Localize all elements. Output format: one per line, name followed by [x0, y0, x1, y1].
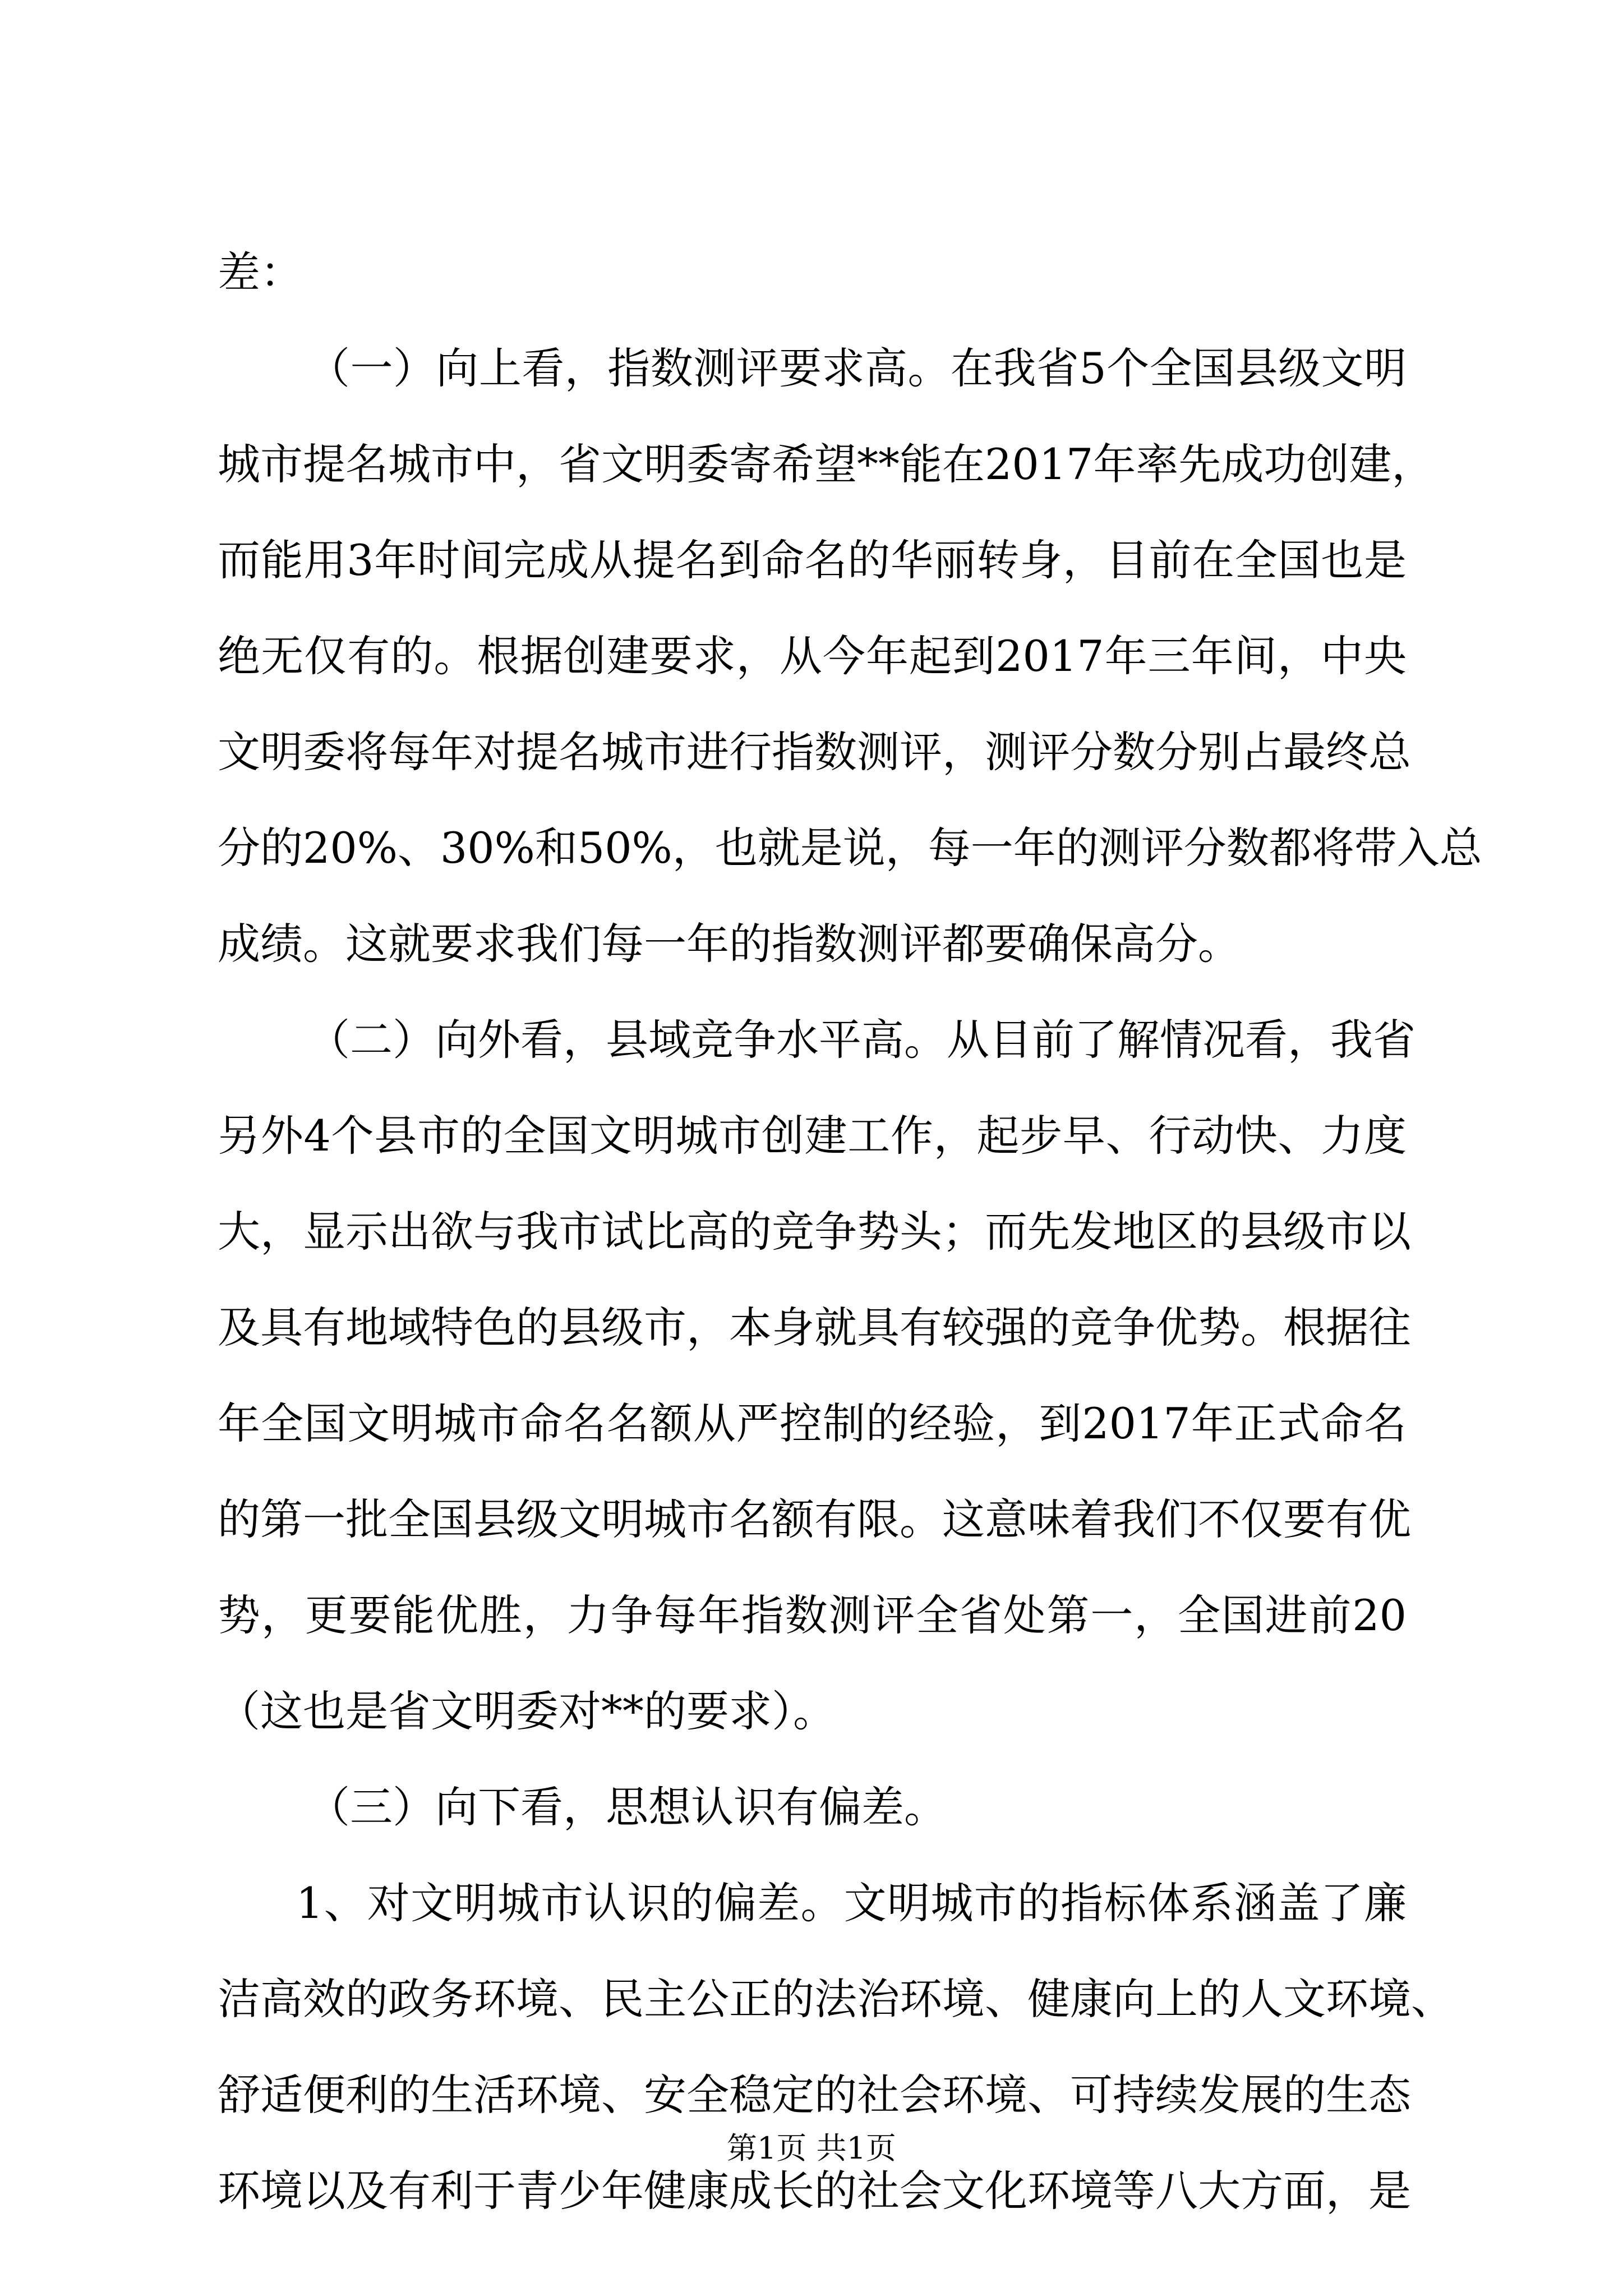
text-line: 的第一批全国县级文明城市名额有限。这意味着我们不仅要有优 [218, 1494, 1411, 1544]
section-heading-2-line: （二）向外看，县域竞争水平高。从目前了解情况看，我省 [307, 1015, 1415, 1065]
text-line: 而能用3年时间完成从提名到命名的华丽转身，目前在全国也是 [218, 535, 1407, 585]
text-line: 另外4个县市的全国文明城市创建工作，起步早、行动快、力度 [218, 1111, 1407, 1161]
text-line: 势，更要能优胜，力争每年指数测评全省处第一，全国进前20 [218, 1590, 1407, 1640]
text-line: 分的20%、30%和50%，也就是说，每一年的测评分数都将带入总 [218, 823, 1482, 873]
text-line: 绝无仅有的。根据创建要求，从今年起到2017年三年间，中央 [218, 631, 1407, 681]
body-text [218, 224, 1482, 2239]
text-line: 差： [218, 247, 303, 297]
section-heading-3-line: （三）向下看，思想认识有偏差。 [307, 1782, 947, 1832]
text-line: 城市提名城市中，省文明委寄希望**能在2017年率先成功创建， [218, 439, 1435, 489]
text-line: 大，显示出欲与我市试比高的竞争势头；而先发地区的县级市以 [218, 1207, 1411, 1257]
subsection-1-line: 1、对文明城市认识的偏差。文明城市的指标体系涵盖了廉 [296, 1878, 1407, 1928]
section-heading-1-line: （一）向上看，指数测评要求高。在我省5个全国县级文明 [307, 343, 1407, 393]
text-line: 及具有地域特色的县级市，本身就具有较强的竞争优势。根据往 [218, 1303, 1411, 1352]
text-line: 文明委将每年对提名城市进行指数测评，测评分数分别占最终总 [218, 727, 1411, 777]
text-line: 舒适便利的生活环境、安全稳定的社会环境、可持续发展的生态 [218, 2070, 1411, 2120]
text-line: 年全国文明城市命名名额从严控制的经验，到2017年正式命名 [218, 1398, 1407, 1448]
text-line: 环境以及有利于青少年健康成长的社会文化环境等八大方面，是 [218, 2166, 1411, 2216]
text-line: （这也是省文明委对**的要求）。 [218, 1686, 836, 1736]
text-line: 成绩。这就要求我们每一年的指数测评都要确保高分。 [218, 919, 1241, 969]
text-line: 洁高效的政务环境、民主公正的法治环境、健康向上的人文环境、 [218, 1974, 1454, 2024]
page-footer: 第1页 共1页 [727, 2131, 896, 2166]
